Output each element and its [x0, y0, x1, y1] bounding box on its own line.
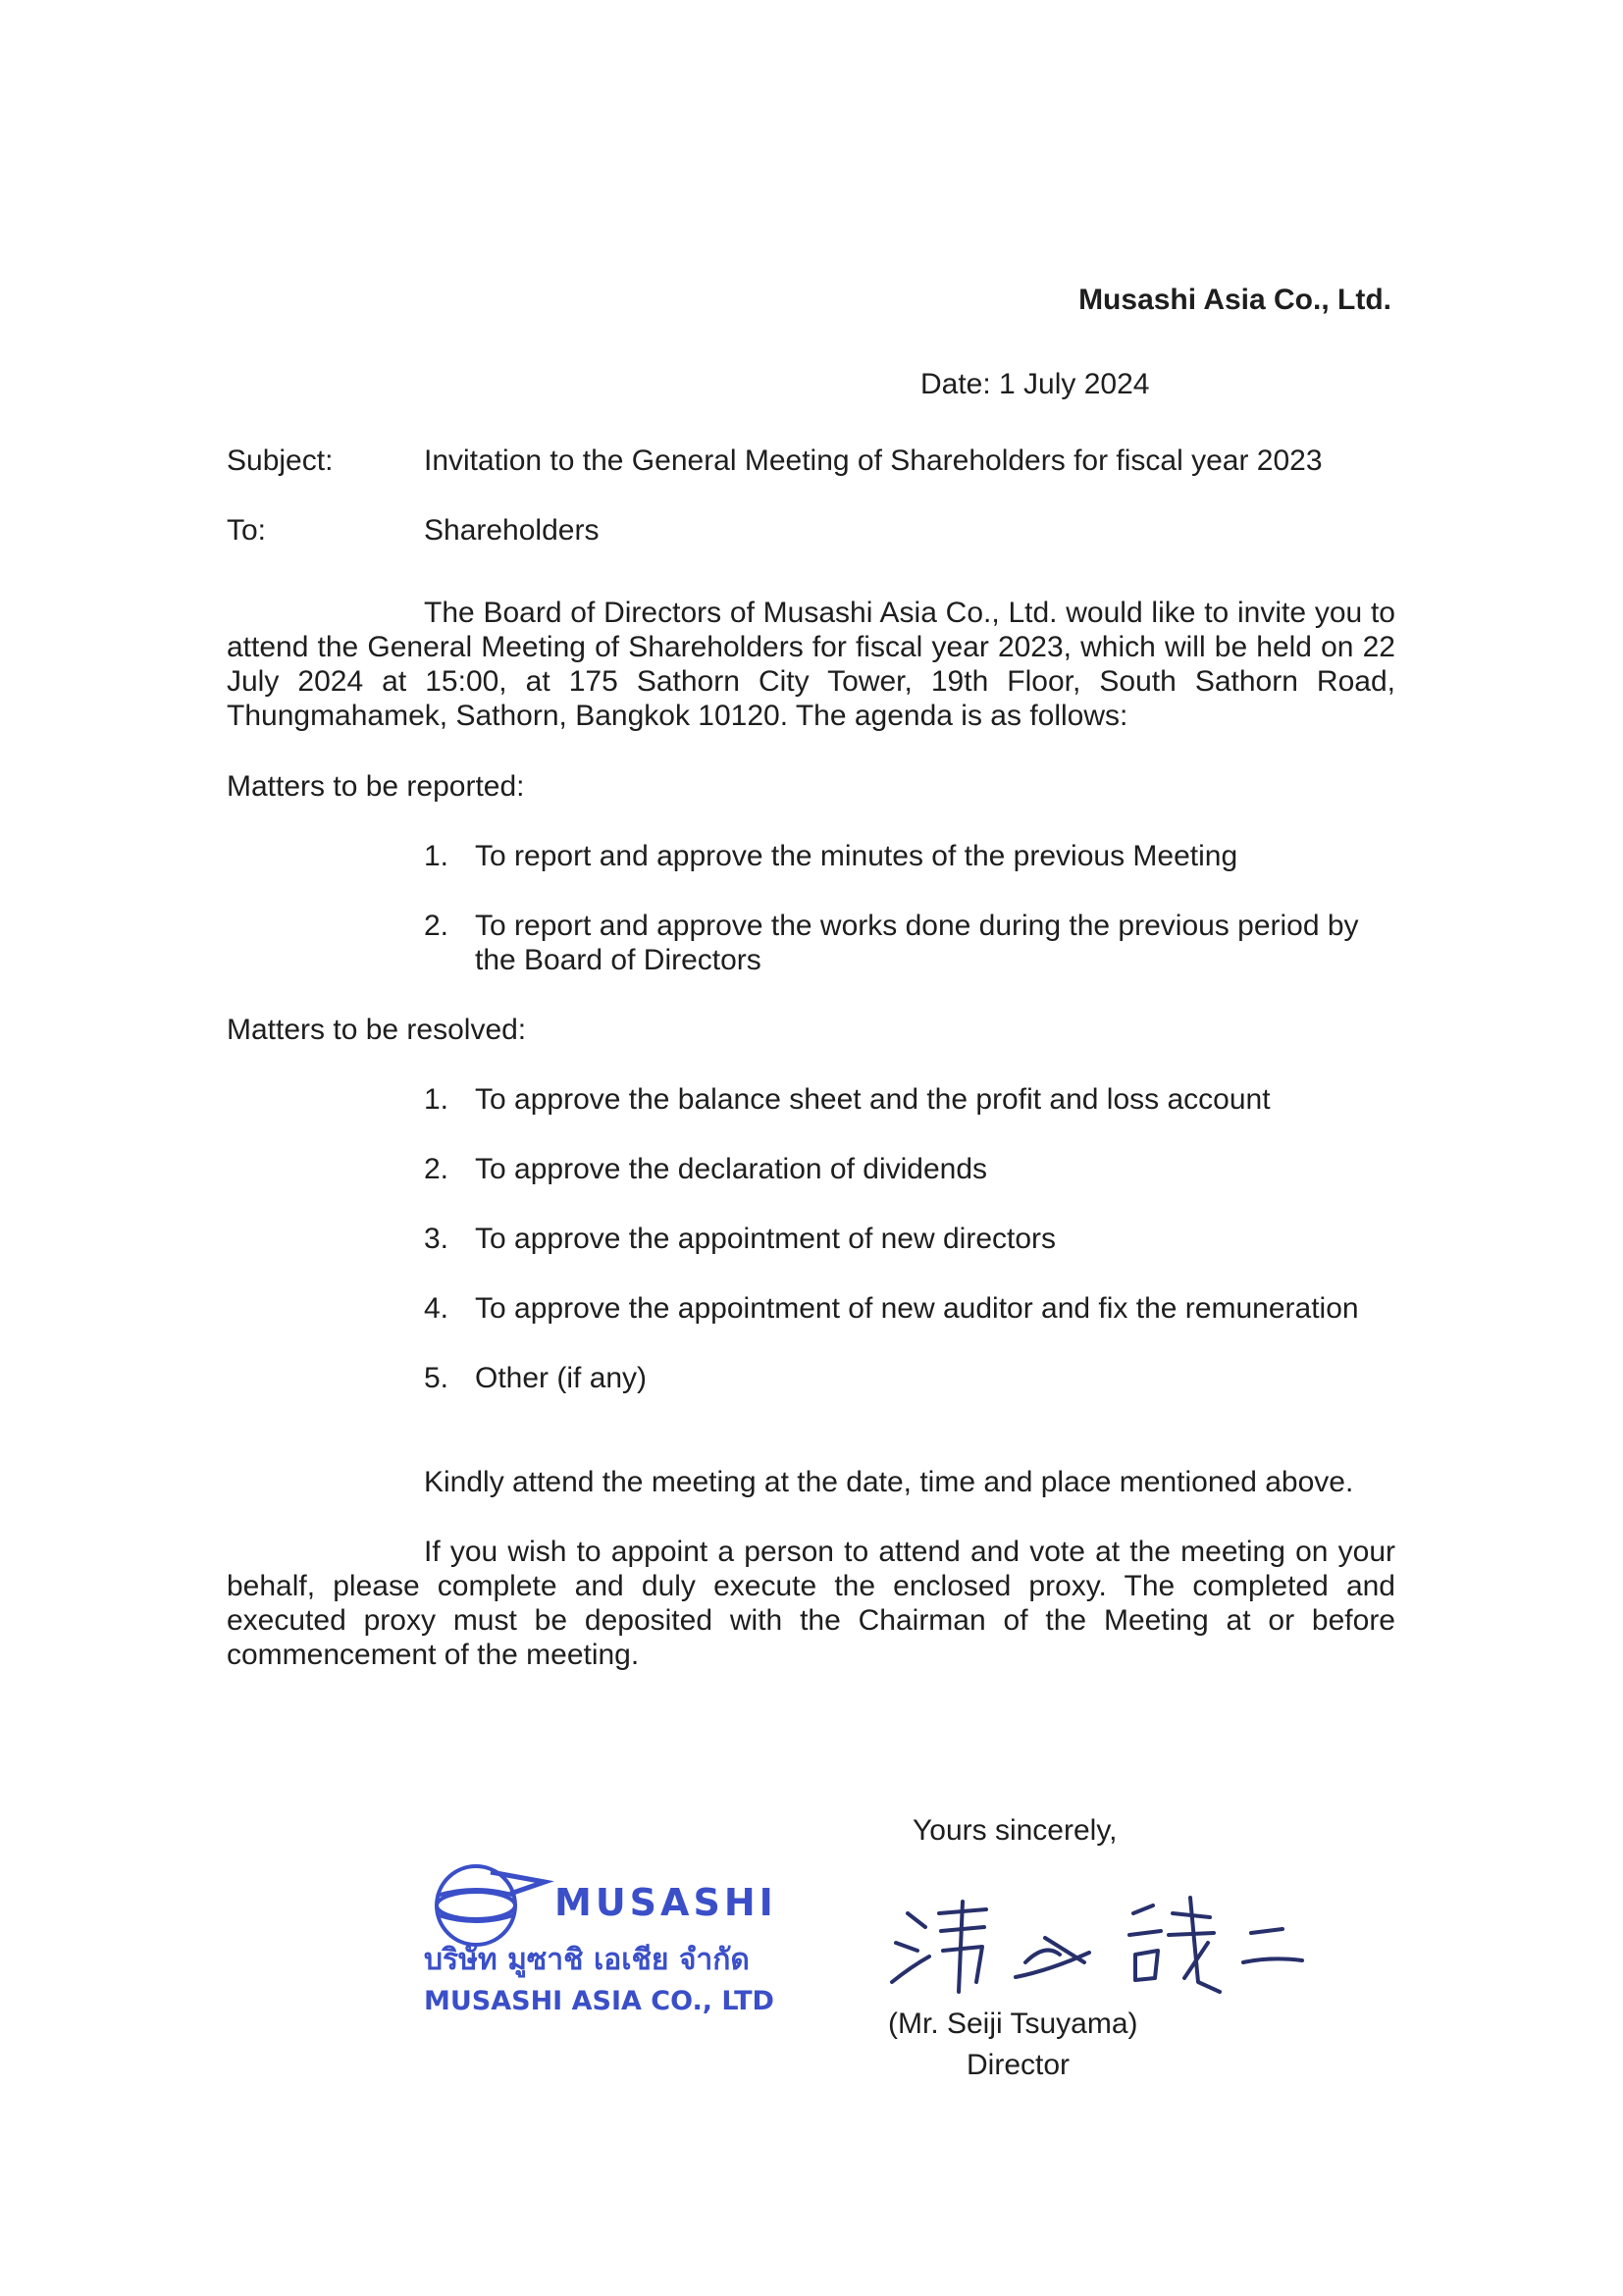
resolved-item	[424, 1361, 1395, 1395]
resolved-item	[424, 1152, 1395, 1186]
resolved-heading: Matters to be resolved:	[227, 1014, 527, 1046]
letter-date: Date: 1 July 2024	[920, 368, 1150, 400]
stamp-thai-name: บริษัท มูซาชิ เอเชีย จำกัด	[424, 1943, 750, 1977]
signatory-name: (Mr. Seiji Tsuyama)	[888, 2008, 1138, 2040]
stamp-english-name: MUSASHI ASIA CO., LTD	[424, 1986, 774, 2016]
item-number: 4.	[424, 1292, 449, 1325]
subject-text: Invitation to the General Meeting of Shareholders for fiscal year 2023	[424, 444, 1323, 477]
reported-heading: Matters to be reported:	[227, 770, 525, 803]
item-text: To report and approve the works done during the previous period by the Board of Directors	[475, 910, 1359, 976]
item-number: 2.	[424, 910, 449, 942]
resolved-item	[424, 1082, 1395, 1117]
item-number: 2.	[424, 1153, 449, 1185]
resolved-item	[424, 1291, 1395, 1326]
subject-label: Subject:	[227, 444, 334, 477]
item-number: 1.	[424, 1083, 449, 1116]
intro-paragraph	[227, 596, 1395, 733]
signatory-title: Director	[967, 2049, 1071, 2081]
item-text: Other (if any)	[475, 1362, 648, 1394]
proxy-text: If you wish to appoint a person to attend and vote at the meeting on your behalf, please complete and duly execute the enclosed proxy. The completed and executed proxy must be deposited with the Chairman of the Meeting at or before commencement of the meeting.	[227, 1536, 1395, 1671]
closing-paragraph-1: Kindly attend the meeting at the date, time and place mentioned above.	[424, 1466, 1354, 1498]
item-text: To approve the declaration of dividends	[475, 1153, 988, 1185]
company-stamp	[422, 1854, 814, 2041]
to-text: Shareholders	[424, 514, 600, 547]
valediction: Yours sincerely,	[913, 1814, 1118, 1847]
item-text: To approve the balance sheet and the profit and loss account	[475, 1083, 1271, 1116]
resolved-item	[424, 1222, 1395, 1256]
stamp-brand: MUSASHI	[554, 1881, 777, 1924]
item-number: 3.	[424, 1223, 449, 1255]
signature	[878, 1884, 1320, 2002]
item-text: To approve the appointment of new directors	[475, 1223, 1057, 1255]
intro-text: The Board of Directors of Musashi Asia Co., Ltd. would like to invite you to attend the General Meeting of Shareholders for fiscal year 2023, which will be held on 22 July 2024 at 15:00, at 175 Sathorn City Tower, 19th Floor, South Sathorn Road, Thungmahamek, Sathorn, Bangkok 10120. The agenda is as follows:	[227, 597, 1395, 732]
reported-item	[424, 909, 1395, 977]
company-name: Musashi Asia Co., Ltd.	[1078, 284, 1391, 316]
item-text: To report and approve the minutes of the previous Meeting	[475, 840, 1238, 872]
to-label: To:	[227, 514, 267, 547]
reported-item	[424, 839, 1395, 873]
item-number: 1.	[424, 840, 449, 872]
closing-paragraph-2	[227, 1535, 1395, 1672]
item-number: 5.	[424, 1362, 449, 1394]
item-text: To approve the appointment of new auditor and fix the remuneration	[475, 1292, 1359, 1325]
